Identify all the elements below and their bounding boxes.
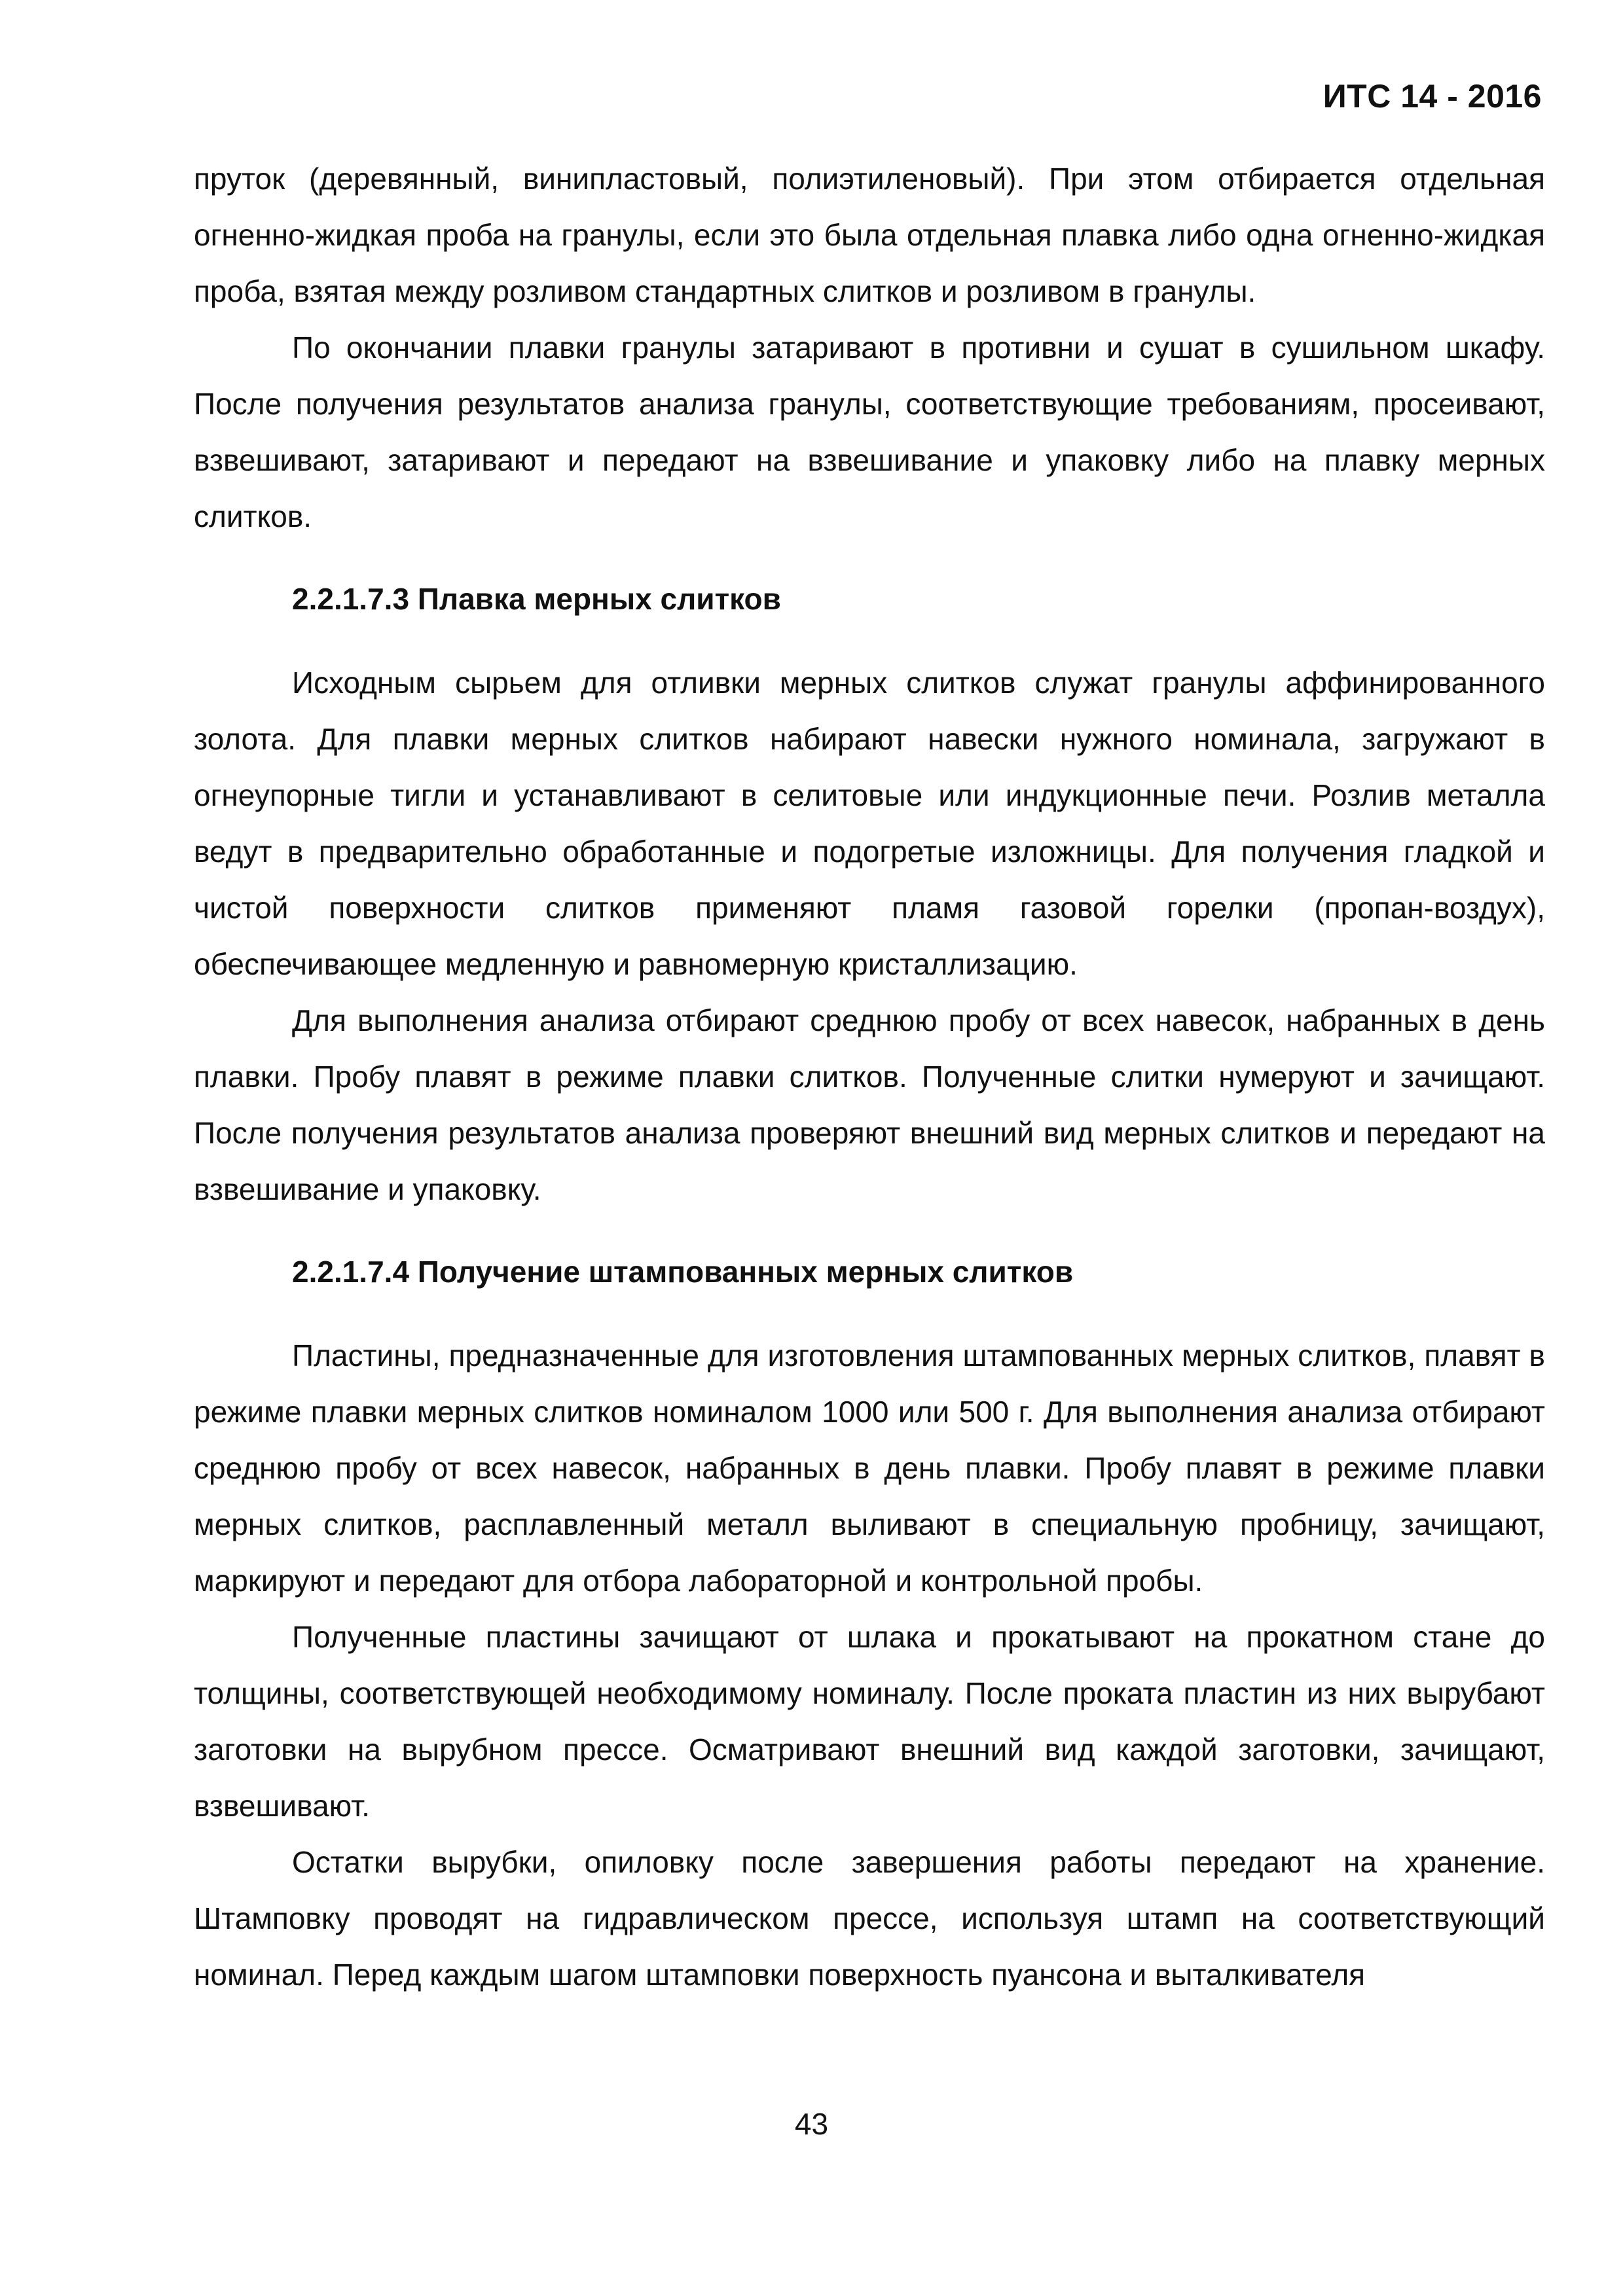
paragraph-3: Исходным сырьем для отливки мерных слитков служат гранулы аффинированного золота. Для плавки мерных слитков набирают навески нужного номинала, загружают в огнеупорные тигли и устанавливают в селитовые или индукционные печи. Розлив металла ведут в предварительно обработанные и подогретые изложницы. Для получения гладкой и чистой поверхности слитков применяют пламя газовой горелки (пропан-воздух), обеспечивающее медленную и равномерную кристаллизацию. (194, 666, 1545, 981)
page-number: 43 (794, 2107, 829, 2141)
paragraph-5: Пластины, предназначенные для изготовления штампованных мерных слитков, плавят в режиме плавки мерных слитков номиналом 1000 или 500 г. Для выполнения анализа отбирают среднюю пробу от всех навесок, набранных в день плавки. Пробу плавят в режиме плавки мерных слитков, расплавленный металл выливают в специальную пробницу, зачищают, маркируют и передают для отбора лабораторной и контрольной пробы. (194, 1338, 1545, 1598)
spacer (194, 1217, 1545, 1244)
spacer (194, 545, 1545, 571)
section-heading-2-2-1-7-3: 2.2.1.7.3 Плавка мерных слитков (292, 582, 781, 616)
paragraph-6: Полученные пластины зачищают от шлака и прокатывают на прокатном стане до толщины, соответствующей необходимому номиналу. После проката пластин из них вырубают заготовки на вырубном прессе. Осматривают внешний вид каждой заготовки, зачищают, взвешивают. (194, 1620, 1545, 1823)
paragraph-7: Остатки вырубки, опиловку после завершения работы передают на хранение. Штамповку проводят на гидравлическом прессе, используя штамп на соответствующий номинал. Перед каждым шагом штамповки поверхность пуансона и выталкивателя (194, 1845, 1545, 1992)
section-heading-2-2-1-7-4: 2.2.1.7.4 Получение штампованных мерных слитков (292, 1255, 1074, 1289)
paragraph-2: По окончании плавки гранулы затаривают в противни и сушат в сушильном шкафу. После получения результатов анализа гранулы, соответствующие требованиям, просеивают, взвешивают, затаривают и передают на взвешивание и упаковку либо на плавку мерных слитков. (194, 331, 1545, 533)
document-code-header: ИТС 14 - 2016 (1322, 78, 1542, 115)
spacer (194, 1300, 1545, 1327)
paragraph-4: Для выполнения анализа отбирают среднюю пробу от всех навесок, набранных в день плавки. Пробу плавят в режиме плавки слитков. Полученные слитки нумеруют и зачищают. После получения результатов анализа проверяют внешний вид мерных слитков и передают на взвешивание и упаковку. (194, 1003, 1545, 1206)
page-content (194, 151, 1545, 2003)
spacer (194, 627, 1545, 655)
paragraph-1: пруток (деревянный, винипластовый, полиэтиленовый). При этом отбирается отдельная огненно-жидкая проба на гранулы, если это была отдельная плавка либо одна огненно-жидкая проба, взятая между розливом стандартных слитков и розливом в гранулы. (194, 162, 1545, 308)
